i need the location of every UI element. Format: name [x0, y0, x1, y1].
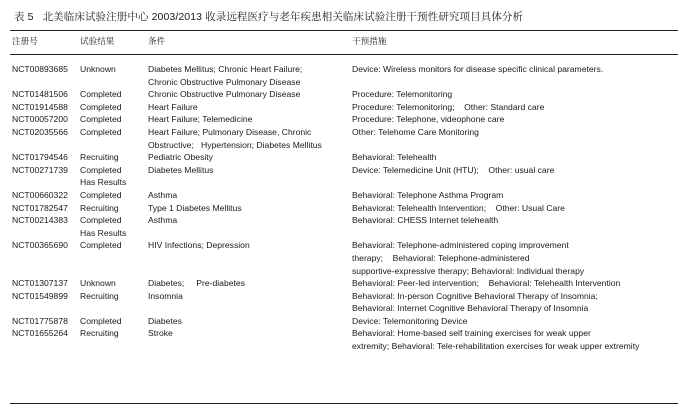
cell-trial-result	[78, 151, 146, 164]
cell-condition-line: Heart Failure; Pulmonary Disease, Chronic	[148, 126, 312, 137]
table-row	[10, 101, 678, 114]
cell-trial-result	[78, 189, 146, 202]
top-rule	[10, 30, 678, 31]
cell-intervention	[350, 151, 678, 164]
table-body	[10, 57, 678, 353]
cell-trial-result-line: Completed	[80, 126, 122, 137]
cell-trial-result	[78, 57, 146, 88]
cell-registration-number: NCT00660322	[12, 189, 68, 200]
cell-registration-number: NCT00214383	[12, 215, 68, 226]
trial-table	[10, 35, 678, 353]
cell-registration-number: NCT00893685	[12, 64, 68, 74]
cell-registration-number: NCT01481506	[12, 89, 68, 100]
cell-trial-result-line: Completed	[80, 114, 122, 125]
cell-trial-result-line: Completed	[80, 101, 122, 112]
cell-intervention-line: Device: Telemedicine Unit (HTU); Other: usual care	[352, 164, 555, 175]
table-row	[10, 277, 678, 290]
cell-condition-line: Asthma	[148, 189, 178, 200]
table-row	[10, 164, 678, 189]
cell-condition	[146, 101, 350, 114]
table-row	[10, 113, 678, 126]
cell-intervention-line: Procedure: Telemonitoring	[352, 89, 453, 100]
cell-condition	[146, 214, 350, 239]
cell-condition-line: Type 1 Diabetes Mellitus	[148, 202, 242, 213]
cell-condition-line: Diabetes Mellitus; Chronic Heart Failure;	[148, 64, 303, 74]
header-trial-result: 试验结果	[80, 36, 115, 46]
cell-trial-result-line: Recruiting	[80, 290, 119, 301]
table-row	[10, 57, 678, 88]
cell-registration-number: NCT01549899	[12, 290, 68, 301]
cell-intervention	[350, 239, 678, 277]
cell-condition-line: Heart Failure	[148, 101, 198, 112]
cell-condition-line: Pediatric Obesity	[148, 152, 213, 163]
cell-intervention	[350, 57, 678, 88]
cell-condition	[146, 239, 350, 277]
cell-condition-line: Asthma	[148, 215, 178, 226]
cell-trial-result	[78, 164, 146, 189]
cell-trial-result-line: Completed	[80, 240, 122, 251]
cell-trial-result-line: Completed	[80, 315, 122, 326]
cell-intervention-line: extremity; Behavioral: Tele-rehabilitation exercises for weak upper extremity	[352, 341, 640, 352]
cell-intervention	[350, 202, 678, 215]
cell-condition	[146, 202, 350, 215]
cell-intervention	[350, 164, 678, 189]
cell-condition	[146, 151, 350, 164]
cell-intervention-line: Other: Telehome Care Monitoring	[352, 126, 479, 137]
cell-condition	[146, 113, 350, 126]
cell-registration-number: NCT01655264	[12, 328, 68, 339]
cell-trial-result	[78, 239, 146, 277]
cell-trial-result	[78, 113, 146, 126]
cell-intervention-line: Behavioral: Internet Cognitive Behavioral Therapy of Insomnia	[352, 303, 589, 314]
table-number: 表 5	[14, 11, 34, 23]
cell-registration-number: NCT00271739	[12, 164, 68, 175]
cell-trial-result-line: Completed	[80, 164, 122, 175]
cell-trial-result-line: Has Results	[80, 177, 127, 188]
cell-condition-line: Diabetes Mellitus	[148, 164, 214, 175]
cell-trial-result	[78, 315, 146, 328]
cell-intervention-line: Behavioral: Peer-led intervention; Behavioral: Telehealth Intervention	[352, 278, 621, 289]
cell-intervention	[350, 189, 678, 202]
table-row	[10, 315, 678, 328]
cell-registration-number: NCT01782547	[12, 202, 68, 213]
cell-intervention-line: Behavioral: Home-based self training exercises for weak upper	[352, 328, 591, 339]
cell-intervention-line: Behavioral: In-person Cognitive Behavioral Therapy of Insomnia;	[352, 290, 598, 301]
cell-intervention-line: Behavioral: Telephone-administered coping improvement	[352, 240, 569, 251]
table-row	[10, 189, 678, 202]
cell-intervention	[350, 113, 678, 126]
table-row	[10, 151, 678, 164]
cell-registration-number: NCT00057200	[12, 114, 68, 125]
cell-intervention	[350, 277, 678, 290]
cell-intervention-line: Behavioral: CHESS Internet telehealth	[352, 215, 499, 226]
cell-trial-result	[78, 327, 146, 352]
cell-registration-number: NCT01914588	[12, 101, 68, 112]
cell-intervention	[350, 101, 678, 114]
cell-registration-number: NCT01307137	[12, 278, 68, 289]
cell-trial-result	[78, 126, 146, 151]
cell-condition-line: Chronic Obstructive Pulmonary Disease	[148, 76, 301, 87]
cell-trial-result	[78, 290, 146, 315]
header-intervention: 干预措施	[352, 36, 387, 46]
cell-condition-line: Obstructive; Hypertension; Diabetes Mellitus	[148, 139, 322, 150]
cell-trial-result-line: Recruiting	[80, 202, 119, 213]
table-caption	[14, 9, 523, 24]
cell-condition-line: Insomnia	[148, 290, 183, 301]
bottom-rule	[10, 403, 678, 404]
cell-intervention-line: Behavioral: Telephone Asthma Program	[352, 189, 504, 200]
cell-trial-result-line: Completed	[80, 215, 122, 226]
cell-registration-number: NCT01794546	[12, 152, 68, 163]
table-title: 北美临床试验注册中心 2003/2013 收录远程医疗与老年疾患相关临床试验注册干预性研究项目具体分析	[42, 11, 524, 23]
cell-intervention-line: Procedure: Telephone, videophone care	[352, 114, 505, 125]
cell-registration-number: NCT02035566	[12, 126, 68, 137]
table-row	[10, 126, 678, 151]
cell-condition-line: Chronic Obstructive Pulmonary Disease	[148, 89, 301, 100]
cell-trial-result-line: Unknown	[80, 278, 116, 289]
header-registration-number: 注册号	[12, 36, 38, 46]
cell-trial-result	[78, 277, 146, 290]
cell-intervention-line: Behavioral: Telehealth Intervention; Other: Usual Care	[352, 202, 565, 213]
cell-intervention	[350, 126, 678, 151]
table-row	[10, 290, 678, 315]
header-row	[10, 35, 678, 57]
cell-intervention-line: therapy; Behavioral: Telephone-administered	[352, 252, 530, 263]
cell-condition	[146, 189, 350, 202]
cell-trial-result-line: Unknown	[80, 64, 116, 74]
cell-registration-number: NCT00365690	[12, 240, 68, 251]
cell-trial-result	[78, 202, 146, 215]
cell-intervention-line: supportive-expressive therapy; Behavioral: Individual therapy	[352, 265, 585, 276]
cell-condition-line: Diabetes	[148, 315, 182, 326]
table-row	[10, 88, 678, 101]
cell-condition	[146, 290, 350, 315]
cell-trial-result	[78, 88, 146, 101]
table-row	[10, 327, 678, 352]
cell-intervention-line: Device: Telemonitoring Device	[352, 315, 468, 326]
cell-intervention	[350, 214, 678, 239]
table-row	[10, 239, 678, 277]
cell-intervention-line: Procedure: Telemonitoring; Other: Standard care	[352, 101, 545, 112]
cell-trial-result	[78, 101, 146, 114]
cell-condition-line: Heart Failure; Telemedicine	[148, 114, 253, 125]
cell-intervention	[350, 290, 678, 315]
cell-condition	[146, 277, 350, 290]
cell-condition-line: Diabetes; Pre-diabetes	[148, 278, 245, 289]
cell-intervention-line: Behavioral: Telehealth	[352, 152, 437, 163]
cell-intervention-line: Device: Wireless monitors for disease specific clinical parameters.	[352, 64, 604, 74]
cell-condition	[146, 164, 350, 189]
cell-condition-line: HIV Infections; Depression	[148, 240, 250, 251]
cell-trial-result-line: Recruiting	[80, 328, 119, 339]
cell-condition	[146, 126, 350, 151]
cell-trial-result-line: Completed	[80, 189, 122, 200]
table-row	[10, 202, 678, 215]
cell-condition	[146, 327, 350, 352]
cell-trial-result-line: Completed	[80, 89, 122, 100]
cell-trial-result-line: Has Results	[80, 227, 127, 238]
cell-registration-number: NCT01775878	[12, 315, 68, 326]
cell-trial-result	[78, 214, 146, 239]
cell-intervention	[350, 315, 678, 328]
cell-condition	[146, 88, 350, 101]
table-row	[10, 214, 678, 239]
header-condition: 条件	[148, 36, 166, 46]
cell-condition-line: Stroke	[148, 328, 173, 339]
cell-trial-result-line: Recruiting	[80, 152, 119, 163]
cell-intervention	[350, 327, 678, 352]
cell-intervention	[350, 88, 678, 101]
cell-condition	[146, 315, 350, 328]
cell-condition	[146, 57, 350, 88]
